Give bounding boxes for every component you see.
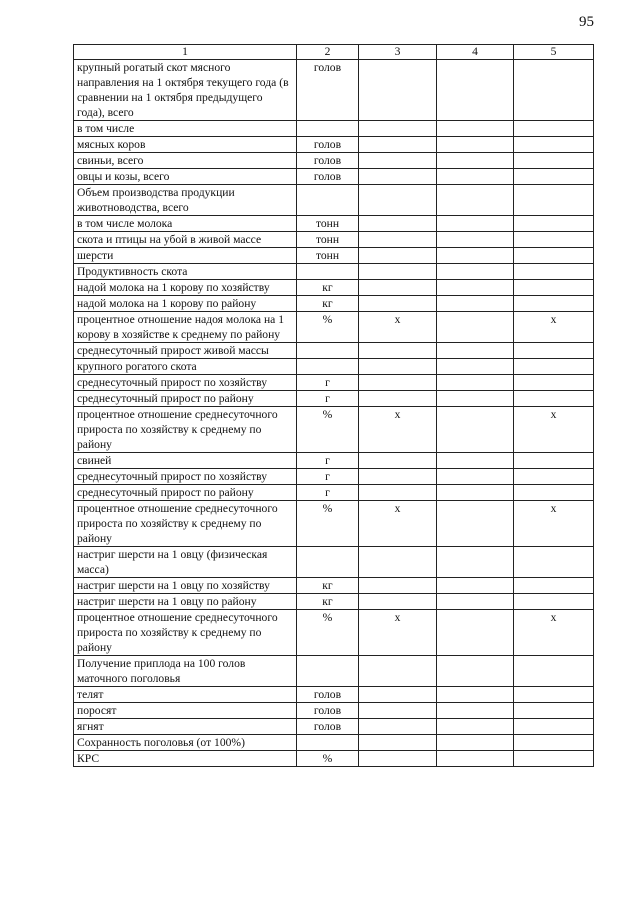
row-col-3	[359, 343, 437, 359]
row-col-5	[514, 137, 594, 153]
row-label: среднесуточный прирост по району	[74, 485, 297, 501]
row-label: поросят	[74, 703, 297, 719]
row-col-3: х	[359, 610, 437, 656]
table-row	[74, 578, 594, 594]
row-col-4	[437, 656, 514, 687]
table-row	[74, 594, 594, 610]
table-row	[74, 264, 594, 280]
row-unit: голов	[297, 169, 359, 185]
header-col-5: 5	[514, 45, 594, 60]
table-row	[74, 687, 594, 703]
row-col-3	[359, 687, 437, 703]
row-col-3	[359, 169, 437, 185]
table-row	[74, 153, 594, 169]
row-unit: г	[297, 485, 359, 501]
row-col-5	[514, 343, 594, 359]
row-col-3	[359, 248, 437, 264]
table-row	[74, 121, 594, 137]
row-label: крупного рогатого скота	[74, 359, 297, 375]
row-col-5	[514, 687, 594, 703]
row-col-5	[514, 578, 594, 594]
row-col-5	[514, 751, 594, 767]
row-col-5	[514, 375, 594, 391]
table-row	[74, 359, 594, 375]
table-row	[74, 391, 594, 407]
row-col-4	[437, 407, 514, 453]
row-col-5	[514, 153, 594, 169]
row-label: настриг шерсти на 1 овцу (физическая масса)	[74, 547, 297, 578]
row-col-5	[514, 359, 594, 375]
row-unit	[297, 121, 359, 137]
row-label: Продуктивность скота	[74, 264, 297, 280]
row-label: скота и птицы на убой в живой массе	[74, 232, 297, 248]
row-col-5: х	[514, 501, 594, 547]
row-label: процентное отношение среднесуточного прироста по хозяйству к среднему по району	[74, 610, 297, 656]
row-col-5	[514, 547, 594, 578]
row-label: Сохранность поголовья (от 100%)	[74, 735, 297, 751]
row-col-3	[359, 391, 437, 407]
row-col-5	[514, 185, 594, 216]
row-label: КРС	[74, 751, 297, 767]
row-col-4	[437, 485, 514, 501]
row-col-3	[359, 232, 437, 248]
table-row	[74, 719, 594, 735]
table-row	[74, 343, 594, 359]
table-row	[74, 735, 594, 751]
table-body	[74, 60, 594, 767]
row-col-3	[359, 453, 437, 469]
row-label: надой молока на 1 корову по району	[74, 296, 297, 312]
table-row	[74, 312, 594, 343]
row-col-5	[514, 735, 594, 751]
table-row	[74, 296, 594, 312]
row-col-3	[359, 296, 437, 312]
row-unit: голов	[297, 60, 359, 121]
header-col-1: 1	[74, 45, 297, 60]
row-label: среднесуточный прирост по хозяйству	[74, 469, 297, 485]
row-col-4	[437, 60, 514, 121]
table-row	[74, 547, 594, 578]
row-label: крупный рогатый скот мясного направления на 1 октября текущего года (в сравнении на 1 октября предыдущего года), всего	[74, 60, 297, 121]
row-col-4	[437, 248, 514, 264]
row-col-5	[514, 60, 594, 121]
table-row	[74, 185, 594, 216]
row-col-4	[437, 469, 514, 485]
row-unit: г	[297, 453, 359, 469]
row-col-3: х	[359, 501, 437, 547]
table-row	[74, 248, 594, 264]
row-unit: г	[297, 375, 359, 391]
table-row	[74, 469, 594, 485]
row-col-4	[437, 153, 514, 169]
row-unit: тонн	[297, 232, 359, 248]
row-unit	[297, 264, 359, 280]
row-label: процентное отношение среднесуточного прироста по хозяйству к среднему по району	[74, 407, 297, 453]
row-col-5	[514, 216, 594, 232]
table-row	[74, 407, 594, 453]
table-row	[74, 169, 594, 185]
row-unit	[297, 343, 359, 359]
row-unit: кг	[297, 578, 359, 594]
livestock-indicators-table	[73, 44, 594, 767]
table-row	[74, 453, 594, 469]
row-col-5: х	[514, 610, 594, 656]
row-col-5	[514, 703, 594, 719]
row-unit: кг	[297, 280, 359, 296]
row-unit: %	[297, 312, 359, 343]
row-col-5	[514, 248, 594, 264]
row-col-3	[359, 153, 437, 169]
row-col-5	[514, 719, 594, 735]
row-label: в том числе	[74, 121, 297, 137]
row-col-5	[514, 656, 594, 687]
row-col-5: х	[514, 407, 594, 453]
row-label: настриг шерсти на 1 овцу по хозяйству	[74, 578, 297, 594]
table-row	[74, 610, 594, 656]
row-col-3	[359, 547, 437, 578]
row-label: шерсти	[74, 248, 297, 264]
row-col-3: х	[359, 312, 437, 343]
row-unit: %	[297, 501, 359, 547]
row-col-4	[437, 185, 514, 216]
table-row	[74, 485, 594, 501]
row-col-3	[359, 121, 437, 137]
row-col-3	[359, 375, 437, 391]
row-unit: голов	[297, 687, 359, 703]
row-col-4	[437, 312, 514, 343]
row-col-4	[437, 547, 514, 578]
row-col-3	[359, 656, 437, 687]
table-row	[74, 60, 594, 121]
row-unit: тонн	[297, 216, 359, 232]
header-col-3: 3	[359, 45, 437, 60]
row-col-3	[359, 735, 437, 751]
row-label: овцы и козы, всего	[74, 169, 297, 185]
table-row	[74, 751, 594, 767]
table-row	[74, 137, 594, 153]
row-label: Получение приплода на 100 голов маточного поголовья	[74, 656, 297, 687]
row-col-4	[437, 453, 514, 469]
row-col-5	[514, 485, 594, 501]
row-col-3	[359, 280, 437, 296]
row-col-5	[514, 453, 594, 469]
row-col-3	[359, 469, 437, 485]
row-label: настриг шерсти на 1 овцу по району	[74, 594, 297, 610]
row-label: телят	[74, 687, 297, 703]
row-col-5	[514, 594, 594, 610]
row-col-3	[359, 719, 437, 735]
row-unit	[297, 359, 359, 375]
row-col-4	[437, 735, 514, 751]
row-col-4	[437, 578, 514, 594]
row-label: процентное отношение надоя молока на 1 корову в хозяйстве к среднему по району	[74, 312, 297, 343]
row-unit: тонн	[297, 248, 359, 264]
row-unit	[297, 735, 359, 751]
row-col-4	[437, 216, 514, 232]
row-col-4	[437, 594, 514, 610]
row-label: мясных коров	[74, 137, 297, 153]
table-row	[74, 656, 594, 687]
row-unit: г	[297, 469, 359, 485]
row-label: среднесуточный прирост по району	[74, 391, 297, 407]
row-col-3	[359, 578, 437, 594]
row-col-3	[359, 485, 437, 501]
row-col-5	[514, 232, 594, 248]
row-col-4	[437, 610, 514, 656]
row-label: процентное отношение среднесуточного прироста по хозяйству к среднему по району	[74, 501, 297, 547]
row-unit	[297, 547, 359, 578]
header-col-2: 2	[297, 45, 359, 60]
row-label: свиней	[74, 453, 297, 469]
row-label: среднесуточный прирост по хозяйству	[74, 375, 297, 391]
row-unit: %	[297, 751, 359, 767]
row-col-4	[437, 169, 514, 185]
table-row	[74, 216, 594, 232]
row-label: среднесуточный прирост живой массы	[74, 343, 297, 359]
row-unit: кг	[297, 594, 359, 610]
row-col-3	[359, 594, 437, 610]
table-row	[74, 232, 594, 248]
row-unit: г	[297, 391, 359, 407]
row-col-4	[437, 391, 514, 407]
row-unit	[297, 185, 359, 216]
row-col-4	[437, 296, 514, 312]
row-unit: голов	[297, 137, 359, 153]
row-col-3	[359, 137, 437, 153]
row-col-5	[514, 264, 594, 280]
row-col-4	[437, 121, 514, 137]
row-col-4	[437, 501, 514, 547]
row-col-3	[359, 185, 437, 216]
row-col-4	[437, 359, 514, 375]
row-col-3	[359, 60, 437, 121]
row-col-4	[437, 719, 514, 735]
row-col-4	[437, 280, 514, 296]
row-col-4	[437, 232, 514, 248]
row-label: Объем производства продукции животноводства, всего	[74, 185, 297, 216]
row-col-5	[514, 121, 594, 137]
header-col-4: 4	[437, 45, 514, 60]
row-unit: голов	[297, 719, 359, 735]
header-row	[74, 45, 594, 60]
row-label: свиньи, всего	[74, 153, 297, 169]
row-col-5	[514, 296, 594, 312]
row-col-4	[437, 703, 514, 719]
row-label: ягнят	[74, 719, 297, 735]
row-col-3	[359, 703, 437, 719]
row-col-5: х	[514, 312, 594, 343]
row-unit: голов	[297, 703, 359, 719]
row-col-5	[514, 280, 594, 296]
row-unit: %	[297, 407, 359, 453]
row-unit: кг	[297, 296, 359, 312]
row-col-4	[437, 687, 514, 703]
table-row	[74, 375, 594, 391]
row-col-3	[359, 359, 437, 375]
table-row	[74, 280, 594, 296]
row-col-3: х	[359, 407, 437, 453]
row-col-3	[359, 751, 437, 767]
row-col-4	[437, 343, 514, 359]
row-col-4	[437, 375, 514, 391]
row-col-5	[514, 391, 594, 407]
row-unit: %	[297, 610, 359, 656]
table-row	[74, 703, 594, 719]
row-col-4	[437, 137, 514, 153]
page-number: 95	[579, 14, 594, 30]
row-col-3	[359, 264, 437, 280]
row-label: надой молока на 1 корову по хозяйству	[74, 280, 297, 296]
table-row	[74, 501, 594, 547]
row-col-5	[514, 469, 594, 485]
row-col-5	[514, 169, 594, 185]
row-unit: голов	[297, 153, 359, 169]
row-col-3	[359, 216, 437, 232]
row-col-4	[437, 751, 514, 767]
row-label: в том числе молока	[74, 216, 297, 232]
row-unit	[297, 656, 359, 687]
row-col-4	[437, 264, 514, 280]
